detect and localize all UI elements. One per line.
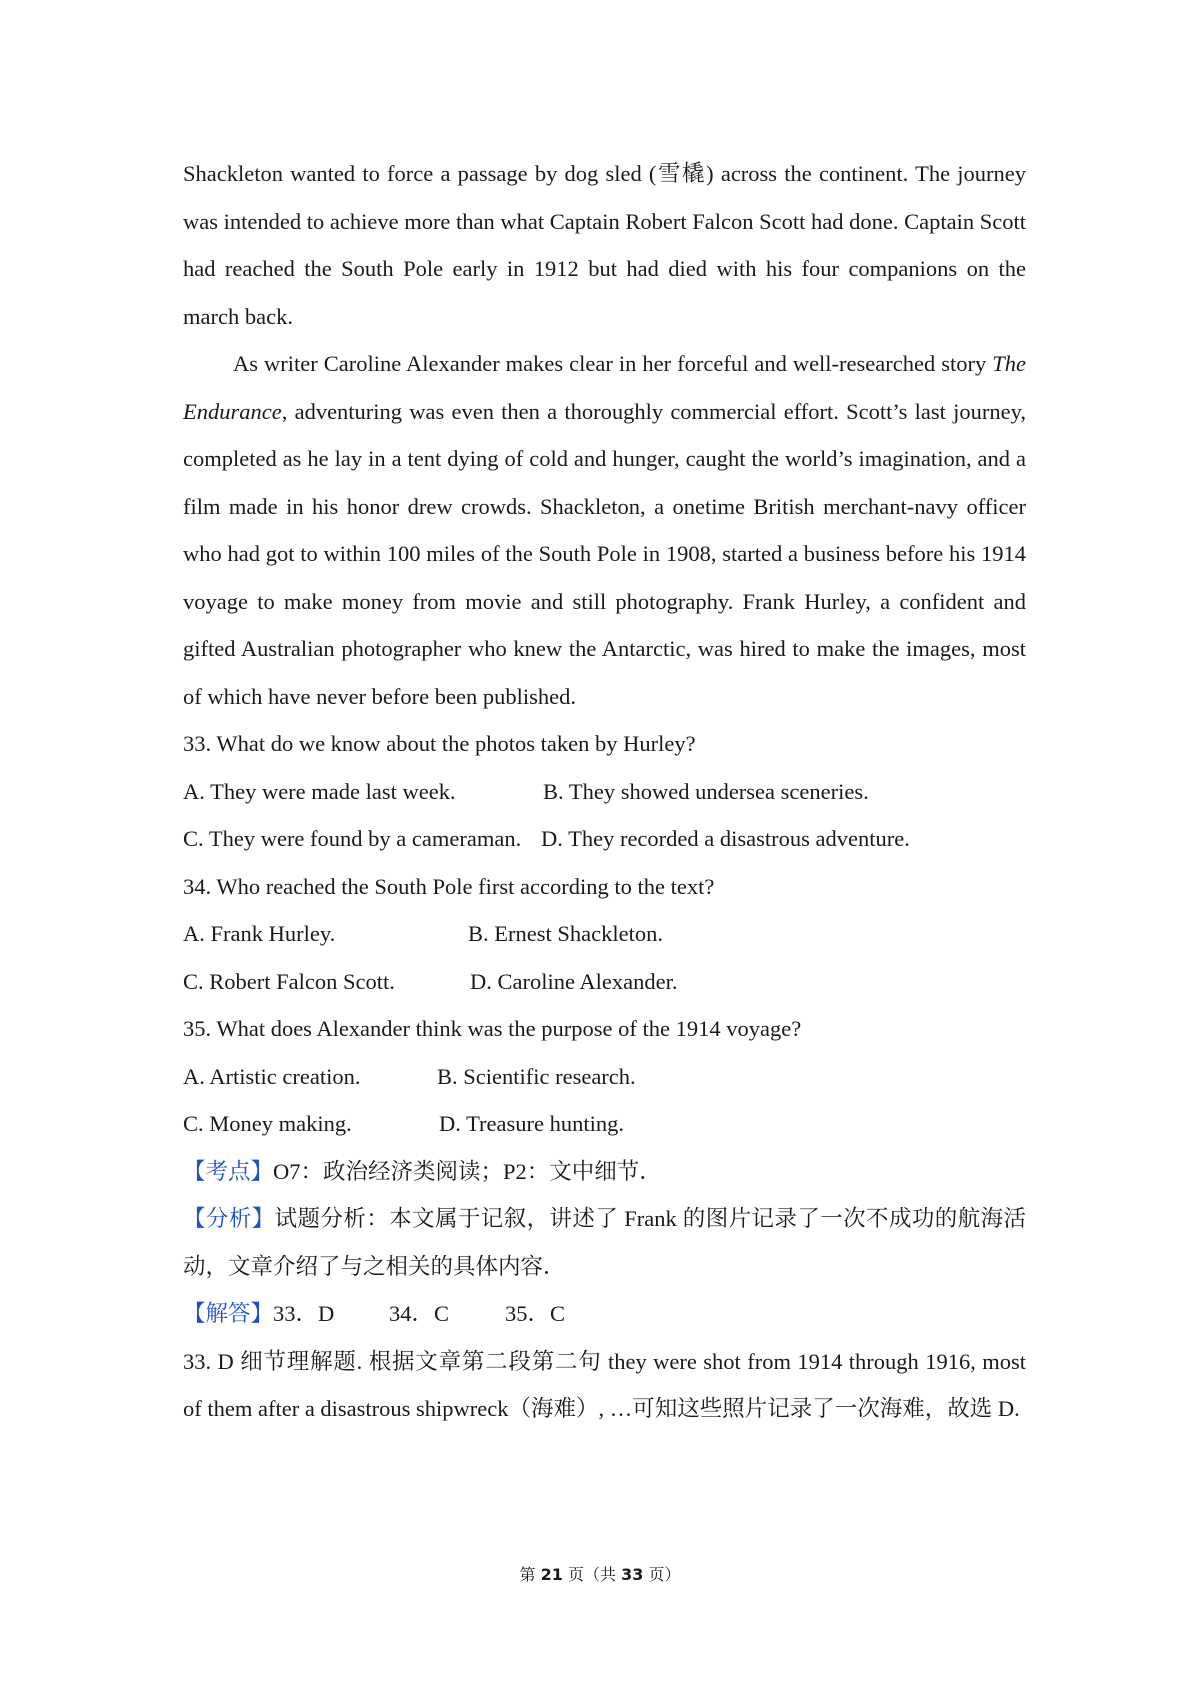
passage-paragraph-2: [183, 340, 1026, 720]
question-35-option-d: D. Treasure hunting.: [439, 1111, 624, 1136]
question-34-option-a: A. Frank Hurley.: [183, 921, 336, 946]
question-34-option-b: B. Ernest Shackleton.: [468, 921, 663, 946]
question-33-options-row-2: [183, 815, 1026, 863]
footer-suffix: 页）: [648, 1565, 681, 1584]
book-title: The Endurance: [183, 351, 1026, 424]
fenxi-text: 试题分析：本文属于记叙，讲述了 Frank 的图片记录了一次不成功的航海活动，文章介绍了与之相关的具体内容．: [183, 1206, 1026, 1279]
question-35-option-c: C. Money making.: [183, 1111, 352, 1136]
answer-34: 34．C: [389, 1301, 450, 1326]
passage-p2-before: As writer Caroline Alexander makes clear in her forceful and well-researched story: [233, 351, 993, 376]
answer-33: 33．D: [273, 1301, 335, 1326]
kaodian-line: [183, 1148, 1026, 1196]
footer-current-page: 21: [540, 1565, 563, 1584]
footer-prefix: 第: [519, 1565, 536, 1584]
answer-35: 35．C: [505, 1301, 566, 1326]
question-33-option-c: C. They were found by a cameraman.: [183, 826, 522, 851]
fenxi-tag: 【分析】: [183, 1206, 275, 1231]
page-footer: [0, 1562, 1200, 1585]
question-35-option-b: B. Scientific research.: [437, 1063, 636, 1089]
kaodian-text: O7：政治经济类阅读；P2：文中细节．: [273, 1158, 662, 1184]
footer-total-pages: 33: [621, 1565, 644, 1584]
fenxi-paragraph: [183, 1195, 1026, 1290]
kaodian-tag: 【考点】: [183, 1158, 274, 1184]
passage-paragraph-1: Shackleton wanted to force a passage by dog sled (雪橇) across the continent. The journey was intended to achieve more than what Captain Robert Falcon Scott had done. Captain Scott had reached the South Pole early in 1912 but had died with his four companions on the march back.: [183, 161, 1026, 329]
question-34-options-row-1: [183, 910, 1026, 958]
answer-33-explanation: 33. D 细节理解题. 根据文章第二段第二句 they were shot from 1914 through 1916, most of them after a disastrous shipwreck（海难）, …可知这些照片记录了一次海难，故选 D.: [183, 1348, 1026, 1421]
jieda-tag: 【解答】: [183, 1301, 274, 1326]
jieda-line: [183, 1290, 1026, 1338]
question-33-option-d: D. They recorded a disastrous adventure.: [541, 826, 910, 851]
question-33-options-row-1: [183, 768, 1026, 816]
question-34-option-d: D. Caroline Alexander.: [470, 968, 678, 994]
question-35-options-row-2: [183, 1100, 1026, 1148]
page-content: [183, 150, 1026, 1433]
question-35-option-a: A. Artistic creation.: [183, 1063, 361, 1089]
footer-middle: 页（共: [567, 1565, 616, 1584]
question-34-option-c: C. Robert Falcon Scott.: [183, 968, 395, 994]
passage-p2-after: , adventuring was even then a thoroughly commercial effort. Scott’s last journey, completed as he lay in a tent dying of cold and hunger, caught the world’s imagination, and a film made in his honor drew crowds. Shackleton, a onetime British merchant-navy officer who had got to within 100 miles of the South Pole in 1908, started a business before his 1914 voyage to make money from movie and still photography. Frank Hurley, a confident and gifted Australian photographer who knew the Antarctic, was hired to make the images, most of which have never before been published.: [183, 398, 1026, 709]
question-35-options-row-1: [183, 1053, 1026, 1101]
question-34-options-row-2: [183, 958, 1026, 1006]
question-33-stem: 33. What do we know about the photos taken by Hurley?: [183, 731, 696, 756]
question-35-stem: 35. What does Alexander think was the purpose of the 1914 voyage?: [183, 1016, 802, 1041]
question-34-stem: 34. Who reached the South Pole first according to the text?: [183, 873, 715, 899]
question-33-option-a: A. They were made last week.: [183, 778, 456, 804]
question-33-option-b: B. They showed undersea sceneries.: [543, 778, 869, 804]
